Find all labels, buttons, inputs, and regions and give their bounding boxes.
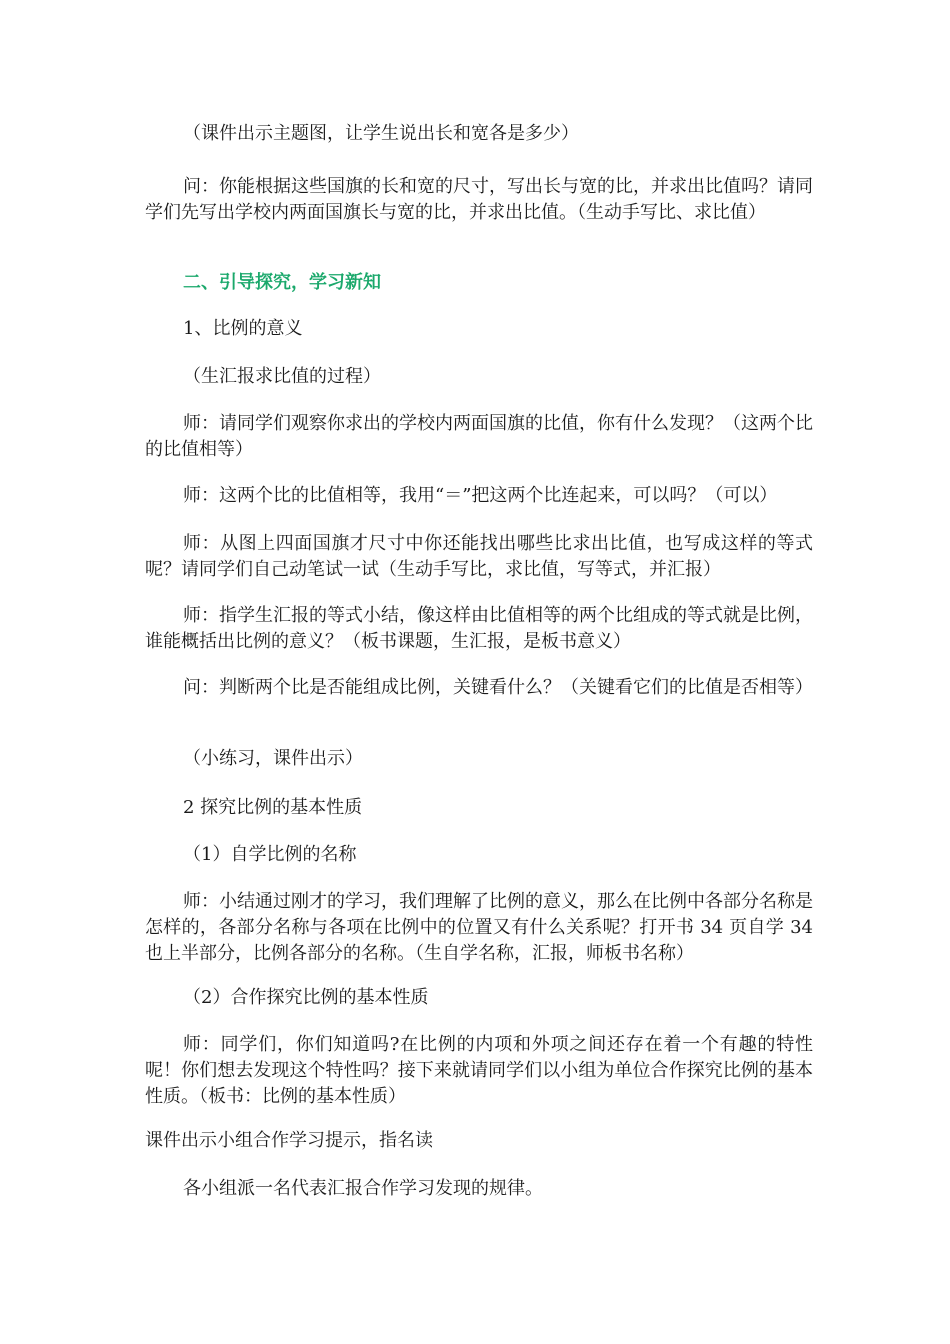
paragraph-courseware-tips: 课件出示小组合作学习提示，指名读 <box>145 1130 433 1151</box>
section-heading: 二、引导探究，学习新知 <box>183 272 381 293</box>
paragraph-teacher-observe: 师：请同学们观察你求出的学校内两面国旗的比值，你有什么发现？（这两个比的比值相等） <box>145 413 813 460</box>
paragraph-teacher-names: 师：小结通过刚才的学习，我们理解了比例的意义，那么在比例中各部分名称是怎样的，各部分名称与各项在比例中的位置又有什么关系呢？打开书 34 页自学 34 也上半部分，比例各部分的名称。（生自学名称，汇报，师板书名称） <box>145 891 813 964</box>
paragraph-question-flags: 问：你能根据这些国旗的长和宽的尺寸，写出长与宽的比，并求出比值吗？请同学们先写出学校内两面国旗长与宽的比，并求出比值。（生动手写比、求比值） <box>145 176 813 223</box>
paragraph-teacher-summary: 师：指学生汇报的等式小结，像这样由比值相等的两个比组成的等式就是比例，谁能概括出比例的意义？（板书课题，生汇报，是板书意义） <box>145 605 813 652</box>
paragraph-ratio-meaning: 1、比例的意义 <box>183 318 303 339</box>
paragraph-explore-properties: 2 探究比例的基本性质 <box>183 797 363 818</box>
paragraph-teacher-interesting: 师：同学们，你们知道吗?在比例的内项和外项之间还存在着一个有趣的特性呢！你们想去发现这个特性吗？接下来就请同学们以小组为单位合作探究比例的基本性质。（板书：比例的基本性质） <box>145 1034 813 1107</box>
paragraph-question-judge: 问：判断两个比是否能组成比例，关键看什么？（关键看它们的比值是否相等） <box>183 677 813 698</box>
paragraph-teacher-four-flags: 师：从图上四面国旗才尺寸中你还能找出哪些比求出比值，也写成这样的等式呢？请同学们自己动笔试一试（生动手写比，求比值，写等式，并汇报） <box>145 533 813 580</box>
paragraph-self-study-names: （1）自学比例的名称 <box>183 844 357 865</box>
paragraph-small-exercise: （小练习，课件出示） <box>183 748 363 769</box>
paragraph-cooperative-explore: （2）合作探究比例的基本性质 <box>183 987 429 1008</box>
paragraph-teacher-equal: 师：这两个比的比值相等，我用“＝”把这两个比连起来，可以吗？（可以） <box>183 485 778 506</box>
paragraph-student-report: （生汇报求比值的过程） <box>183 366 381 387</box>
paragraph-intro-courseware: （课件出示主题图，让学生说出长和宽各是多少） <box>183 123 579 144</box>
paragraph-group-report: 各小组派一名代表汇报合作学习发现的规律。 <box>183 1178 543 1199</box>
